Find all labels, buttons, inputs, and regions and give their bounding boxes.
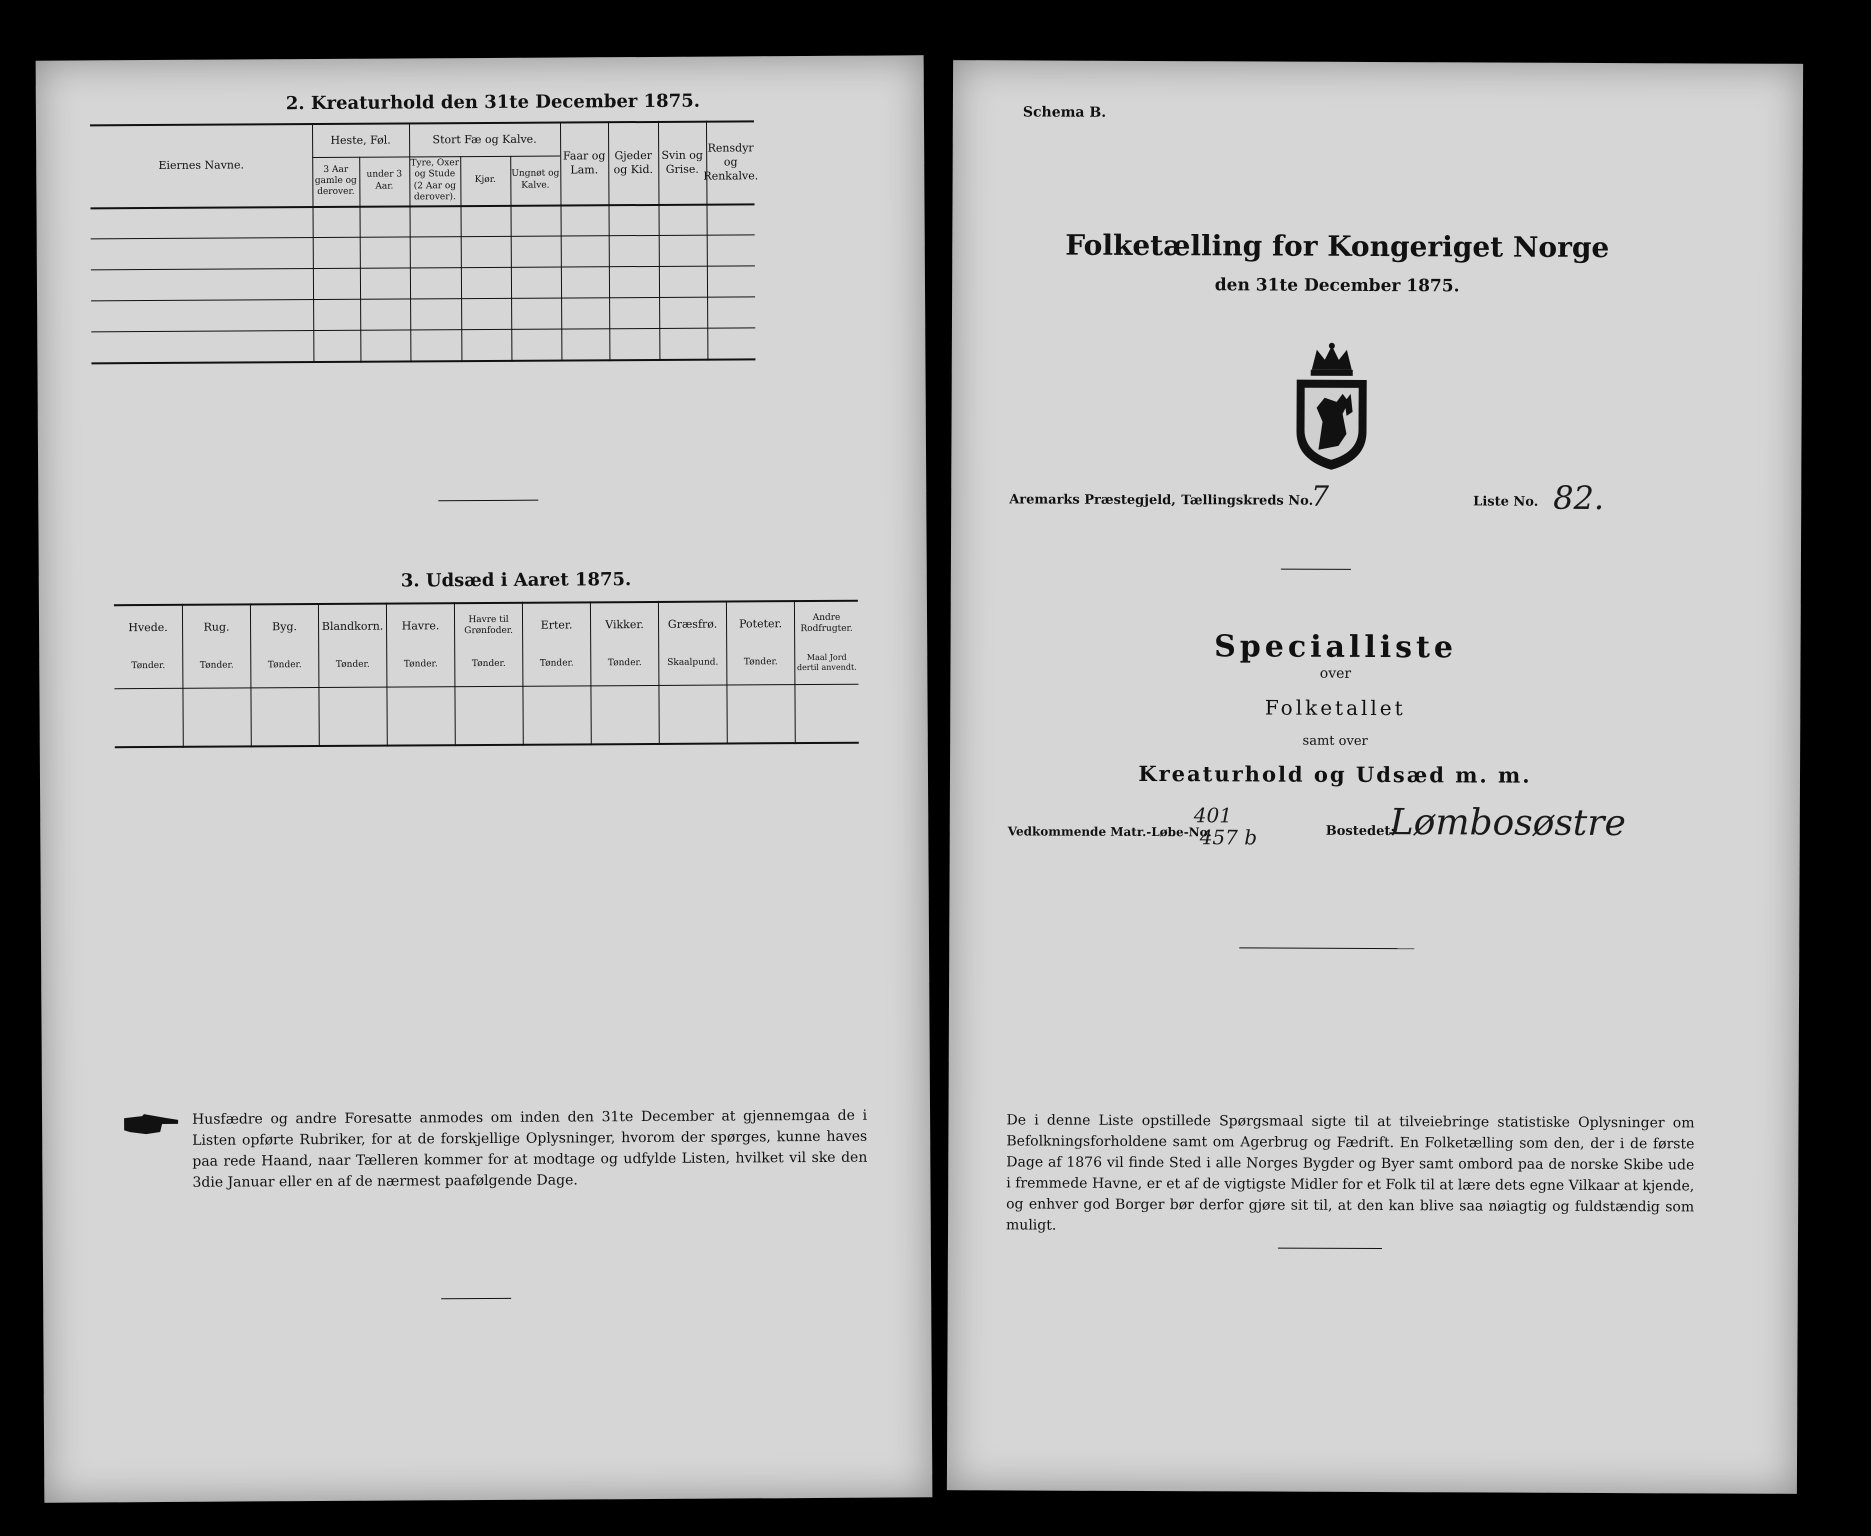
col-cows: Kjør.	[474, 174, 496, 185]
over-text-1: over	[1319, 665, 1352, 682]
col-goats: Gjeder og Kid.	[613, 149, 654, 177]
col-potatoes: Poteter.	[739, 617, 783, 631]
col-barley-unit: Tønder.	[267, 660, 302, 671]
parish-label: Aremarks Præstegjeld,	[1009, 492, 1176, 509]
col-oats-unit: Tønder.	[403, 659, 438, 670]
col-reindeer: Rensdyr og Renkalve.	[703, 141, 759, 183]
census-date: den 31te December 1875.	[1214, 275, 1460, 297]
list-label: Liste No.	[1473, 494, 1539, 510]
col-wheat-unit: Tønder.	[131, 661, 166, 672]
section2-title: 2. Kreaturhold den 31te December 1875.	[285, 90, 701, 115]
col-oats: Havre.	[401, 619, 440, 633]
col-other-roots: Andre Rodfrugter.	[800, 612, 853, 635]
matr-value-2: 457 b	[1199, 825, 1258, 850]
col-grass-seed: Græsfrø.	[667, 617, 718, 631]
bosted-label: Bostedet:	[1325, 823, 1396, 840]
col-mixed-grain-unit: Tønder.	[335, 660, 370, 671]
pointing-hand-icon	[122, 1112, 182, 1138]
census-title: Folketælling for Kongeriget Norge	[1065, 228, 1610, 265]
col-rye: Rug.	[203, 620, 230, 634]
list-number: 82.	[1553, 478, 1605, 517]
col-green-fodder-oats: Havre til Grønfoder.	[464, 614, 513, 637]
divider-middle	[1239, 947, 1414, 949]
col-bulls-oxen: Tyre, Oxer og Stude (2 Aar og derover).	[410, 158, 460, 203]
speciallist-heading: Specialliste	[1214, 629, 1458, 666]
district-number: 7	[1311, 479, 1330, 513]
col-pigs: Svin og Grise.	[661, 148, 703, 176]
matr-value-1: 401	[1193, 803, 1233, 828]
schema-label: Schema B.	[1022, 104, 1107, 121]
col-peas-unit: Tønder.	[539, 658, 574, 670]
col-vetch-unit: Tønder.	[607, 658, 642, 669]
col-barley: Byg.	[272, 620, 298, 634]
col-green-fodder-oats-unit: Tønder.	[471, 659, 506, 670]
col-sheep: Faar og Lam.	[562, 149, 606, 177]
bosted-value: Lømbosøstre	[1389, 802, 1626, 845]
section3-title: 3. Udsæd i Aaret 1875.	[400, 569, 632, 592]
coat-of-arms-icon	[1286, 342, 1377, 472]
intro-paragraph: De i denne Liste opstillede Spørgsmaal sigte til at tilveiebringe statistiske Oplysninger om Befolkningsforholdene samt om Agerbrug og Fædrift. En Folketælling som den, der i de første Dage af 1876 vil finde Sted i alle Norges Bygder og Byer samt ombord paa de norske Skibe ude i fremmede Havne, er et af de vigtigste Midler for et Folk til at lære dets egne Vilkaar at kjende, og enhver god Borger bør derfor gjøre sit til, at den kan blive saa nøiagtig og fuldstændig som muligt.	[1006, 1112, 1695, 1234]
col-other-roots-unit: Maal Jord dertil anvendt.	[796, 652, 857, 673]
samt-over-text: samt over	[1302, 733, 1368, 749]
col-vetch: Vikker.	[605, 618, 644, 632]
divider-bottom	[441, 1298, 511, 1299]
divider-bottom	[1278, 1248, 1382, 1249]
col-young-cattle: Ungnøt og Kalve.	[511, 168, 560, 191]
col-potatoes-unit: Tønder.	[743, 657, 778, 668]
col-mixed-grain: Blandkorn.	[321, 619, 384, 634]
left-page	[36, 55, 933, 1502]
notice-text: Husfædre og andre Foresatte anmodes om inden den 31te December at gjennemgaa de i Listen opførte Rubriker, for at de forskjellige Oplysninger, hvorom der spørges, kunne haves paa rede Haand, naar Tælleren kommer for at modtage og udfylde Listen, hvilket vil ske den 3die Januar eller en af de nærmest paafølgende Dage.	[192, 1107, 868, 1191]
divider	[438, 500, 538, 502]
cattle-group-header: Stort Fæ og Kalve.	[432, 132, 537, 147]
matr-label: Vedkommende Matr.-Løbe-No.	[1007, 824, 1212, 840]
horses-group-header: Heste, Føl.	[330, 133, 391, 148]
right-page	[947, 60, 1803, 1494]
col-horses-3plus: 3 Aar gamle og derover.	[314, 164, 357, 198]
col-rye-unit: Tønder.	[199, 660, 234, 672]
divider	[1281, 569, 1351, 570]
folketallet-text: Folketallet	[1264, 695, 1406, 721]
district-label: Tællingskreds No.	[1181, 493, 1314, 509]
col-horses-under3: under 3 Aar.	[366, 169, 403, 192]
owner-names-header: Eiernes Navne.	[158, 158, 245, 173]
col-grass-seed-unit: Skaalpund.	[667, 657, 719, 669]
kreaturhold-text: Kreaturhold og Udsæd m. m.	[1138, 760, 1532, 788]
col-wheat: Hvede.	[128, 621, 168, 635]
col-peas: Erter.	[540, 618, 573, 632]
